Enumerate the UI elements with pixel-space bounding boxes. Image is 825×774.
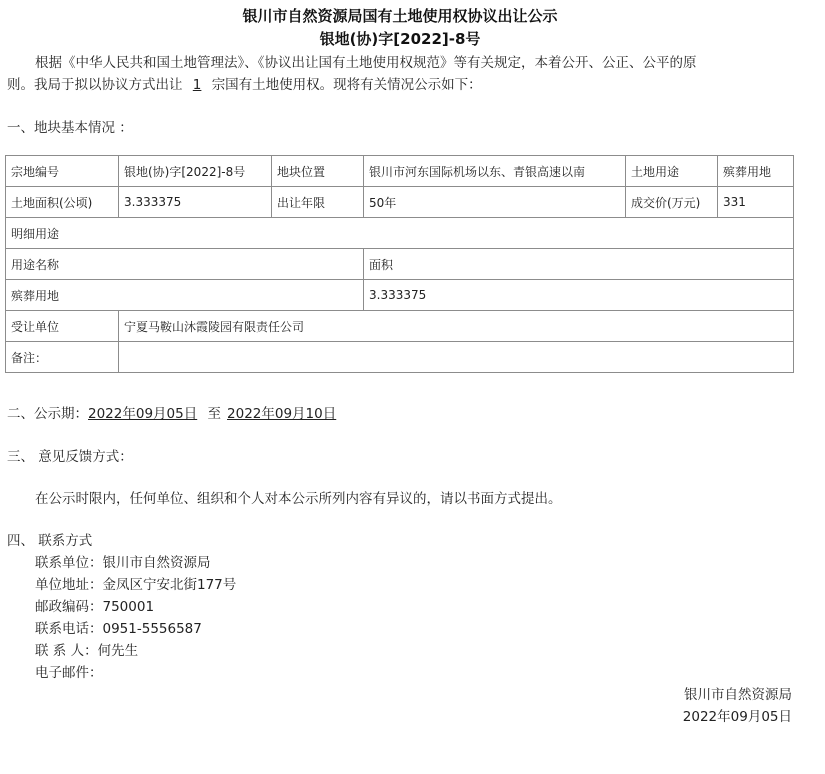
section-2-publicity-period bbox=[7, 402, 336, 422]
contact-address: 单位地址：金凤区宁安北街177号 bbox=[35, 577, 237, 593]
table-row bbox=[6, 156, 794, 187]
table-row bbox=[6, 218, 794, 249]
document-number: 银地(协)字[2022]-8号 bbox=[319, 30, 481, 48]
remark-value bbox=[119, 342, 794, 373]
intro-paragraph-line-2 bbox=[7, 73, 482, 93]
parcel-no-value: 银地(协)字[2022]-8号 bbox=[119, 156, 272, 187]
area-label: 土地面积(公顷) bbox=[6, 187, 119, 218]
detail-area-label: 面积 bbox=[364, 249, 794, 280]
contact-unit: 联系单位：银川市自然资源局 bbox=[35, 555, 211, 571]
remark-label: 备注： bbox=[6, 342, 119, 373]
page-title: 银川市自然资源局国有土地使用权协议出让公示 bbox=[242, 7, 558, 25]
signature-date: 2022年09月05日 bbox=[682, 709, 792, 725]
parcel-no-label: 宗地编号 bbox=[6, 156, 119, 187]
price-value: 331 bbox=[718, 187, 794, 218]
parcel-info-table bbox=[5, 155, 794, 373]
term-label: 出让年限 bbox=[272, 187, 364, 218]
detail-area-value: 3.333375 bbox=[364, 280, 794, 311]
detail-use-value: 殡葬用地 bbox=[6, 280, 364, 311]
detail-use-heading: 明细用途 bbox=[6, 218, 794, 249]
section-2-label: 二、公示期： bbox=[7, 406, 88, 422]
location-label: 地块位置 bbox=[272, 156, 364, 187]
feedback-text: 在公示时限内，任何单位、组织和个人对本公示所列内容有异议的，请以书面方式提出。 bbox=[35, 491, 562, 507]
parcel-count: 1 bbox=[192, 77, 202, 93]
area-value: 3.333375 bbox=[119, 187, 272, 218]
section-4-heading: 四、 联系方式 bbox=[7, 533, 93, 549]
intro-paragraph-line-1: 根据《中华人民共和国土地管理法》、《协议出让国有土地使用权规范》等有关规定，本着公开、公正、公平的原 bbox=[35, 55, 697, 71]
term-value: 50年 bbox=[364, 187, 626, 218]
period-end-date: 2022年09月10日 bbox=[227, 406, 337, 422]
contact-postcode: 邮政编码：750001 bbox=[35, 599, 155, 615]
section-3-heading: 三、 意见反馈方式： bbox=[7, 449, 133, 465]
location-value: 银川市河东国际机场以东、青银高速以南 bbox=[364, 156, 626, 187]
price-label: 成交价(万元) bbox=[626, 187, 718, 218]
contact-email: 电子邮件： bbox=[35, 665, 103, 681]
table-row bbox=[6, 342, 794, 373]
signature-organization: 银川市自然资源局 bbox=[684, 687, 792, 703]
land-use-value: 殡葬用地 bbox=[718, 156, 794, 187]
table-row bbox=[6, 249, 794, 280]
grantee-label: 受让单位 bbox=[6, 311, 119, 342]
table-row bbox=[6, 187, 794, 218]
intro-text-b: 宗国有土地使用权。现将有关情况公示如下： bbox=[211, 77, 482, 93]
land-use-label: 土地用途 bbox=[626, 156, 718, 187]
grantee-value: 宁夏马鞍山沐霞陵园有限责任公司 bbox=[119, 311, 794, 342]
table-row bbox=[6, 280, 794, 311]
period-start-date: 2022年09月05日 bbox=[88, 406, 198, 422]
contact-phone: 联系电话：0951-5556587 bbox=[35, 621, 202, 637]
use-name-label: 用途名称 bbox=[6, 249, 364, 280]
table-row bbox=[6, 311, 794, 342]
section-1-heading: 一、地块基本情况 ： bbox=[7, 120, 133, 136]
period-separator: 至 bbox=[207, 406, 222, 422]
contact-person: 联 系 人：何先生 bbox=[35, 643, 139, 659]
intro-text-a: 则。我局于拟以协议方式出让 bbox=[7, 77, 183, 93]
